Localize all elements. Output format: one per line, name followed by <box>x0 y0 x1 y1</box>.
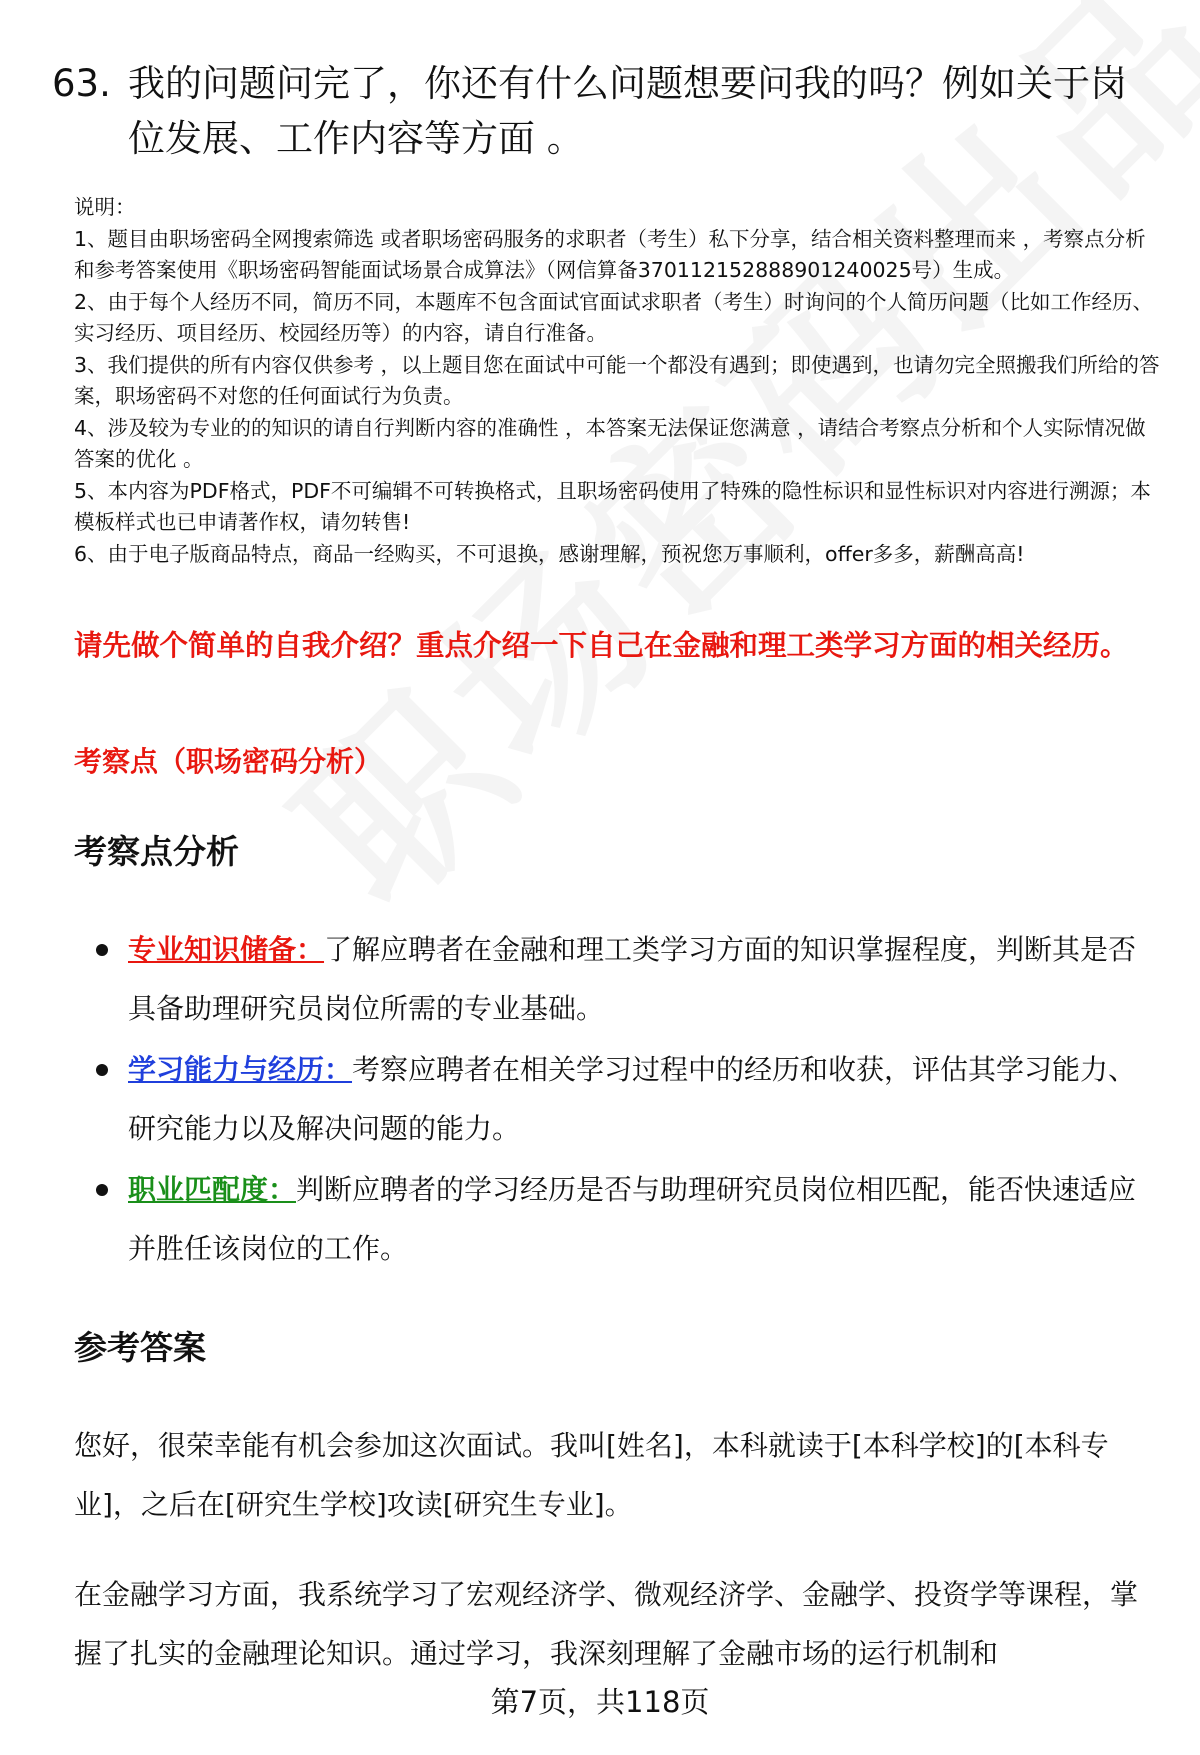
analysis-point <box>96 1040 1146 1158</box>
bullet-icon <box>96 1184 108 1196</box>
point-text: 判断应聘者的学习经历是否与助理研究员岗位相匹配，能否快速适应并胜任该岗位的工作。 <box>128 1173 1137 1265</box>
note-item: 2、由于每个人经历不同，简历不同，本题库不包含面试官面试求职者（考生）时询问的个人简历问题（比如工作经历、实习经历、项目经历、校园经历等）的内容，请自行准备。 <box>74 289 1154 345</box>
bullet-icon <box>96 1064 108 1076</box>
interview-question: 请先做个简单的自我介绍？重点介绍一下自己在金融和理工类学习方面的相关经历。 <box>74 629 1129 662</box>
analysis-points <box>96 920 1146 1280</box>
question-number: 63. <box>52 62 111 105</box>
point-text: 了解应聘者在金融和理工类学习方面的知识掌握程度，判断其是否具备助理研究员岗位所需的专业基础。 <box>128 933 1137 1025</box>
bullet-icon <box>96 944 108 956</box>
point-text: 考察应聘者在相关学习过程中的经历和收获，评估其学习能力、研究能力以及解决问题的能力。 <box>128 1053 1137 1145</box>
note-item: 6、由于电子版商品特点，商品一经购买，不可退换，感谢理解，预祝您万事顺利，offer多多，薪酬高高! <box>74 541 1025 566</box>
exam-point-title: 考察点（职场密码分析） <box>74 745 383 778</box>
point-key: 学习能力与经历： <box>128 1053 353 1086</box>
note-item: 1、题目由职场密码全网搜索筛选 或者职场密码服务的求职者（考生）私下分享，结合相关资料整理而来 ，考察点分析和参考答案使用《职场密码智能面试场景合成算法》（网信算备370112152888901240025号）生成。 <box>74 226 1146 282</box>
disclaimer-notes <box>74 192 1164 570</box>
analysis-heading: 考察点分析 <box>74 832 239 871</box>
analysis-point <box>96 1160 1146 1278</box>
note-item: 5、本内容为PDF格式，PDF不可编辑不可转换格式，且职场密码使用了特殊的隐性标识和显性标识对内容进行溯源；本模板样式也已申请著作权，请勿转售! <box>74 478 1151 534</box>
reference-heading: 参考答案 <box>74 1328 206 1367</box>
question-text: 我的问题问完了，你还有什么问题想要问我的吗？例如关于岗位发展、工作内容等方面 。 <box>128 62 1127 160</box>
page-footer: 第7页，共118页 <box>490 1685 710 1719</box>
answer-paragraph: 您好，很荣幸能有机会参加这次面试。我叫[姓名]，本科就读于[本科学校]的[本科专业]，之后在[研究生学校]攻读[研究生专业]。 <box>74 1429 1109 1521</box>
question-title <box>52 56 1152 166</box>
answer-paragraph: 在金融学习方面，我系统学习了宏观经济学、微观经济学、金融学、投资学等课程，掌握了扎实的金融理论知识。通过学习，我深刻理解了金融市场的运行机制和 <box>74 1578 1139 1670</box>
point-key: 专业知识储备： <box>128 933 325 966</box>
note-item: 4、涉及较为专业的的知识的请自行判断内容的准确性 ，本答案无法保证您满意 ，请结合考察点分析和个人实际情况做答案的优化 。 <box>74 415 1146 471</box>
analysis-point <box>96 920 1146 1038</box>
notes-heading: 说明： <box>74 195 136 219</box>
note-item: 3、我们提供的所有内容仅供参考 ，以上题目您在面试中可能一个都没有遇到；即使遇到，也请勿完全照搬我们所给的答案，职场密码不对您的任何面试行为负责。 <box>74 352 1160 408</box>
point-key: 职业匹配度： <box>128 1173 297 1206</box>
